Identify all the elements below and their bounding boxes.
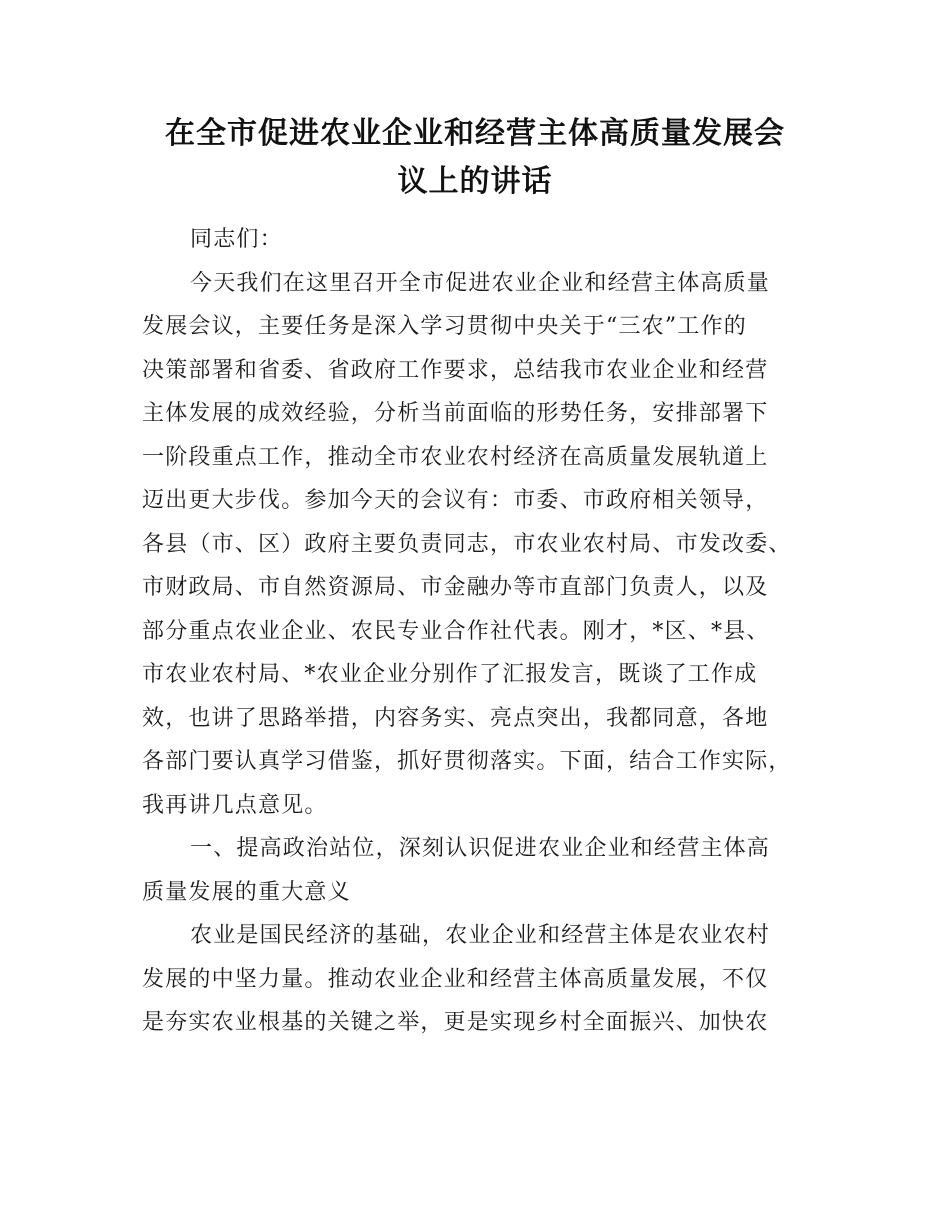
paragraph-line: 市农业农村局、*农业企业分别作了汇报发言，既谈了工作成 bbox=[142, 662, 758, 687]
document-body bbox=[142, 218, 842, 1045]
paragraph-line: 效，也讲了思路举措，内容务实、亮点突出，我都同意，各地 bbox=[142, 705, 769, 731]
paragraph-line: 各县（市、区）政府主要负责同志，市农业农村局、市发改委、 bbox=[142, 531, 792, 557]
paragraph-line: 是夯实农业根基的关键之举，更是实现乡村全面振兴、加快农 bbox=[142, 1010, 769, 1035]
paragraph-line: 各部门要认真学习借鉴，抓好贯彻落实。下面，结合工作实际， bbox=[142, 749, 792, 774]
paragraph-line: 我再讲几点意见。 bbox=[142, 792, 328, 818]
heading-line: 质量发展的重大意义 bbox=[142, 879, 351, 905]
paragraph-section-1 bbox=[142, 914, 842, 1045]
paragraph-line: 一阶段重点工作，推动全市农业农村经济在高质量发展轨道上 bbox=[142, 444, 769, 470]
greeting: 同志们： bbox=[190, 227, 283, 252]
paragraph-line: 发展会议，主要任务是深入学习贯彻中央关于“三农”工作的 bbox=[142, 314, 747, 339]
paragraph-line: 决策部署和省委、省政府工作要求，总结我市农业企业和经营 bbox=[142, 357, 769, 383]
paragraph-line: 农业是国民经济的基础，农业企业和经营主体是农业农村 bbox=[190, 923, 771, 948]
paragraph-line: 发展的中坚力量。推动农业企业和经营主体高质量发展，不仅 bbox=[142, 966, 769, 992]
title-line: 议上的讲话 bbox=[397, 164, 553, 199]
heading-line: 一、提高政治站位，深刻认识促进农业企业和经营主体高 bbox=[190, 836, 771, 861]
paragraph-line: 市财政局、市自然资源局、市金融办等市直部门负责人，以及 bbox=[142, 575, 769, 600]
document-title bbox=[100, 110, 850, 206]
paragraph-line: 迈出更大步伐。参加今天的会议有：市委、市政府相关领导， bbox=[142, 488, 769, 513]
section-heading-1 bbox=[142, 827, 842, 914]
paragraph-line: 主体发展的成效经验，分析当前面临的形势任务，安排部署下 bbox=[142, 401, 769, 426]
paragraph-line: 部分重点农业企业、农民专业合作社代表。刚才，*区、*县、 bbox=[142, 618, 770, 644]
title-line: 在全市促进农业企业和经营主体高质量发展会 bbox=[165, 116, 785, 151]
paragraph-line: 今天我们在这里召开全市促进农业企业和经营主体高质量 bbox=[190, 270, 771, 296]
paragraph-opening bbox=[142, 262, 842, 828]
